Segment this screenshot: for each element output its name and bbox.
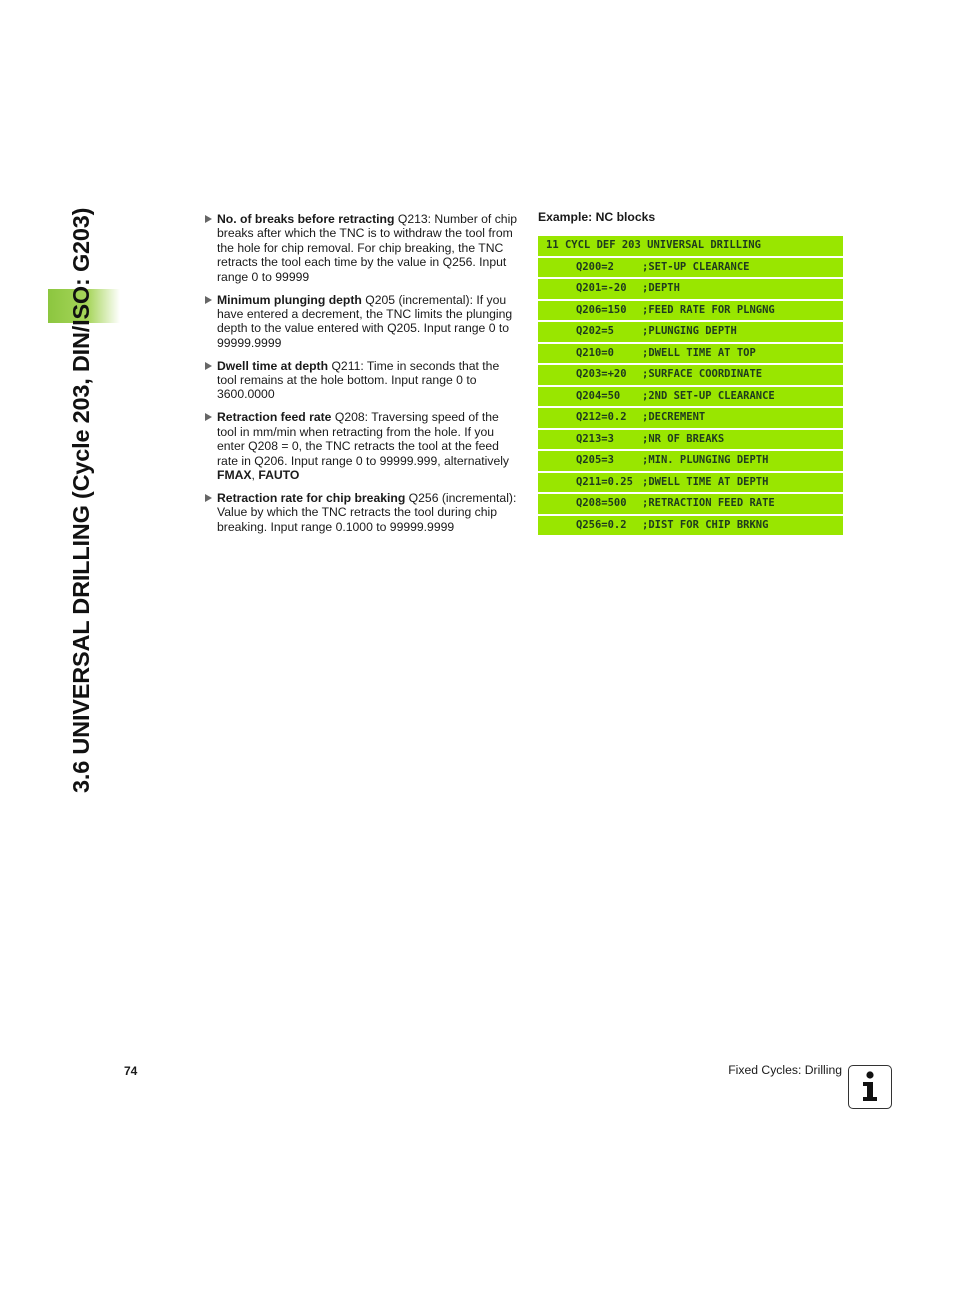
parameter-description: Q213: Number of chip breaks after which the TNC is to withdraw the tool from the hole for chip removal. For chip breaking, the TNC retracts the tool each time by the value in Q256. Input range 0 to 99999 [217,212,518,284]
parameter-item [205,212,520,284]
nc-comment: ;RETRACTION FEED RATE [642,497,775,509]
parameter-item [205,410,520,482]
triangle-bullet-icon [205,215,212,223]
nc-block [538,387,843,407]
nc-block [538,258,843,278]
nc-block [538,494,843,514]
nc-comment: ;PLUNGING DEPTH [642,325,737,337]
nc-comment: ;DECREMENT [642,411,706,423]
nc-param: Q202=5 [576,325,614,337]
nc-comment: ;SURFACE COORDINATE [642,368,763,380]
parameter-name: Dwell time at depth [217,358,329,373]
nc-block [538,279,843,299]
parameter-item [205,491,520,534]
nc-param: Q213=3 [576,432,614,445]
separator: , [251,468,259,482]
nc-block [538,408,843,428]
section-title: 3.6 UNIVERSAL DRILLING (Cycle 203, DIN/ISO: G203) [68,207,94,793]
triangle-bullet-icon [205,296,212,304]
nc-comment: ;FEED RATE FOR PLNGNG [642,303,775,316]
parameter-name: Minimum plunging depth [217,292,362,307]
keyword-fauto: FAUTO [258,468,300,482]
nc-comment: ;NR OF BREAKS [642,432,725,445]
nc-param: Q200=2 [576,260,614,273]
nc-block [538,301,843,321]
nc-block [538,473,843,493]
footer-chapter-title: Fixed Cycles: Drilling [728,1063,842,1077]
nc-comment: ;MIN. PLUNGING DEPTH [642,454,769,466]
nc-block [538,344,843,364]
parameter-description: Q211: Time in seconds that the tool remains at the hole bottom. Input range 0 to 3600.0000 [217,358,500,402]
nc-block-header [538,236,843,256]
parameter-name: Retraction feed rate [217,410,332,425]
triangle-bullet-icon [205,494,212,502]
nc-param: Q206=150 [576,303,627,316]
nc-comment: ;DIST FOR CHIP BRKNG [642,518,769,531]
nc-header-text: 11 CYCL DEF 203 UNIVERSAL DRILLING [546,239,761,251]
nc-param: Q211=0.25 [576,475,633,488]
nc-block-list [538,236,843,537]
nc-param: Q212=0.2 [576,411,627,423]
parameter-name: No. of breaks before retracting [217,212,395,226]
nc-comment: ;2ND SET-UP CLEARANCE [642,389,775,402]
example-heading: Example: NC blocks [538,210,656,224]
nc-param: Q208=500 [576,497,627,509]
parameter-description: Q256 (incremental): Value by which the TNC retracts the tool during chip breaking. Input range 0.1000 to 99999.9999 [217,490,517,534]
parameter-item [205,293,520,351]
nc-block [538,451,843,471]
info-i-icon [848,1065,892,1109]
nc-comment: ;DWELL TIME AT TOP [642,346,756,359]
nc-param: Q205=3 [576,454,614,466]
nc-param: Q204=50 [576,389,621,402]
nc-block [538,430,843,450]
parameter-name: Retraction rate for chip breaking [217,490,406,505]
parameter-item [205,359,520,402]
triangle-bullet-icon [205,413,212,421]
keyword-fmax: FMAX [217,468,252,482]
nc-param: Q201=-20 [576,282,627,294]
parameter-description: Q205 (incremental): If you have entered a decrement, the TNC limits the plunging depth to the value entered with Q205. Input range 0 to 99999.9999 [217,292,513,350]
nc-comment: ;DWELL TIME AT DEPTH [642,475,769,488]
page-number: 74 [124,1064,138,1078]
nc-param: Q203=+20 [576,368,627,380]
nc-param: Q210=0 [576,346,614,359]
parameter-list [205,212,520,543]
triangle-bullet-icon [205,362,212,370]
nc-block [538,516,843,536]
nc-comment: ;DEPTH [642,282,680,294]
nc-block [538,322,843,342]
parameter-description: Q208: Traversing speed of the tool in mm/min when retracting from the hole. If you enter Q208 = 0, the TNC retracts the tool at the feed rate in Q206. Input range 0 to 99999.999, alternatively [217,410,510,468]
nc-param: Q256=0.2 [576,518,627,531]
nc-comment: ;SET-UP CLEARANCE [642,260,750,273]
nc-block [538,365,843,385]
